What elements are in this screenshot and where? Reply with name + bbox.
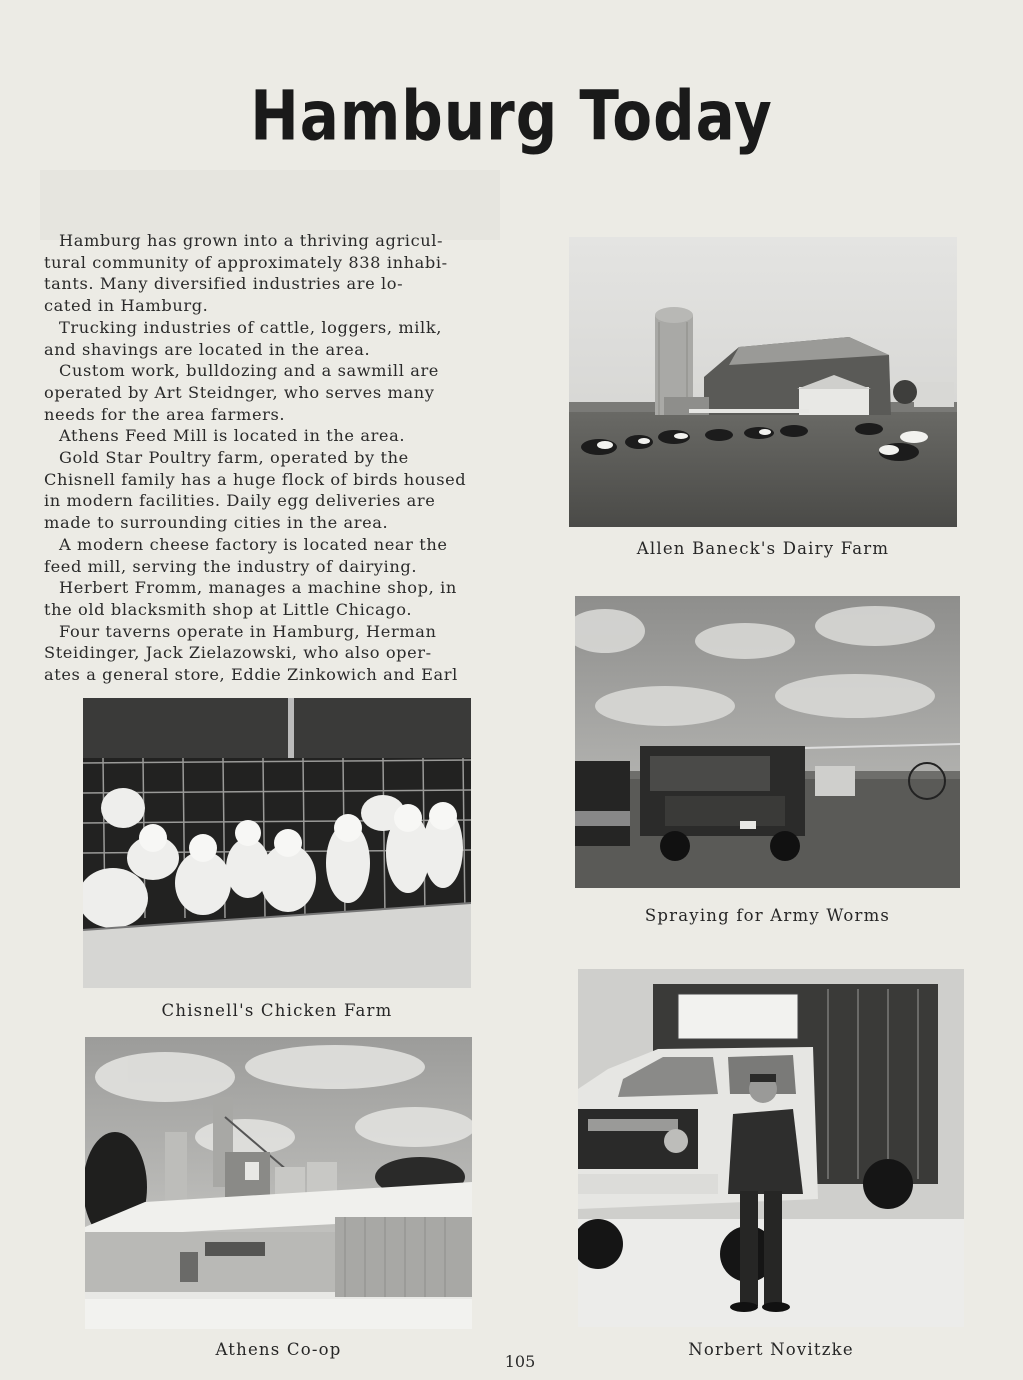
page-number: 105 (504, 1352, 536, 1371)
body-text-line: Gold Star Poultry farm, operated by the (59, 448, 409, 468)
dairy-farm-caption: Allen Baneck's Dairy Farm (636, 539, 890, 558)
body-text-line: cated in Hamburg. (44, 296, 209, 316)
body-text-line: the old blacksmith shop at Little Chicago. (44, 599, 413, 619)
athens-coop-photo (85, 1037, 472, 1329)
chicken-farm-caption: Chisnell's Chicken Farm (161, 1001, 393, 1020)
dairy-farm-photo (569, 237, 957, 527)
body-text-line: ates a general store, Eddie Zinkowich and Earl (44, 665, 458, 685)
chicken-farm-photo (83, 698, 471, 988)
body-text-line: Hamburg has grown into a thriving agricul- (59, 231, 444, 250)
body-text-line: operated by Art Steidnger, who serves many (44, 382, 435, 402)
army-worms-caption: Spraying for Army Worms (644, 906, 891, 925)
body-text-line: made to surrounding cities in the area. (44, 513, 389, 533)
novitzke-photo (578, 969, 964, 1327)
army-worms-photo (575, 596, 960, 888)
body-text-line: tants. Many diversified industries are lo- (44, 274, 404, 294)
body-text-line: needs for the area farmers. (44, 404, 286, 424)
article-body (44, 230, 486, 686)
athens-coop-caption: Athens Co-op (215, 1340, 342, 1359)
body-text-line: Steidinger, Jack Zielazowski, who also oper- (44, 643, 432, 663)
body-text-line: Chisnell family has a huge flock of birds housed (44, 469, 467, 489)
novitzke-caption: Norbert Novitzke (688, 1340, 854, 1359)
body-text-line: Custom work, bulldozing and a sawmill are (59, 361, 439, 381)
body-text-line: Herbert Fromm, manages a machine shop, in (59, 578, 457, 598)
body-text-line: Athens Feed Mill is located in the area. (59, 426, 406, 446)
body-text-line: and shavings are located in the area. (44, 339, 371, 359)
body-text-line: Trucking industries of cattle, loggers, milk, (59, 317, 442, 337)
body-text-line: in modern facilities. Daily egg deliveries are (44, 491, 436, 511)
body-text-line: tural community of approximately 838 inhabi- (44, 252, 448, 272)
page-title: Hamburg Today (250, 75, 773, 157)
body-text-line: feed mill, serving the industry of dairying. (44, 556, 418, 576)
body-text-line: A modern cheese factory is located near the (59, 534, 448, 554)
body-text-line: Four taverns operate in Hamburg, Herman (59, 621, 437, 641)
